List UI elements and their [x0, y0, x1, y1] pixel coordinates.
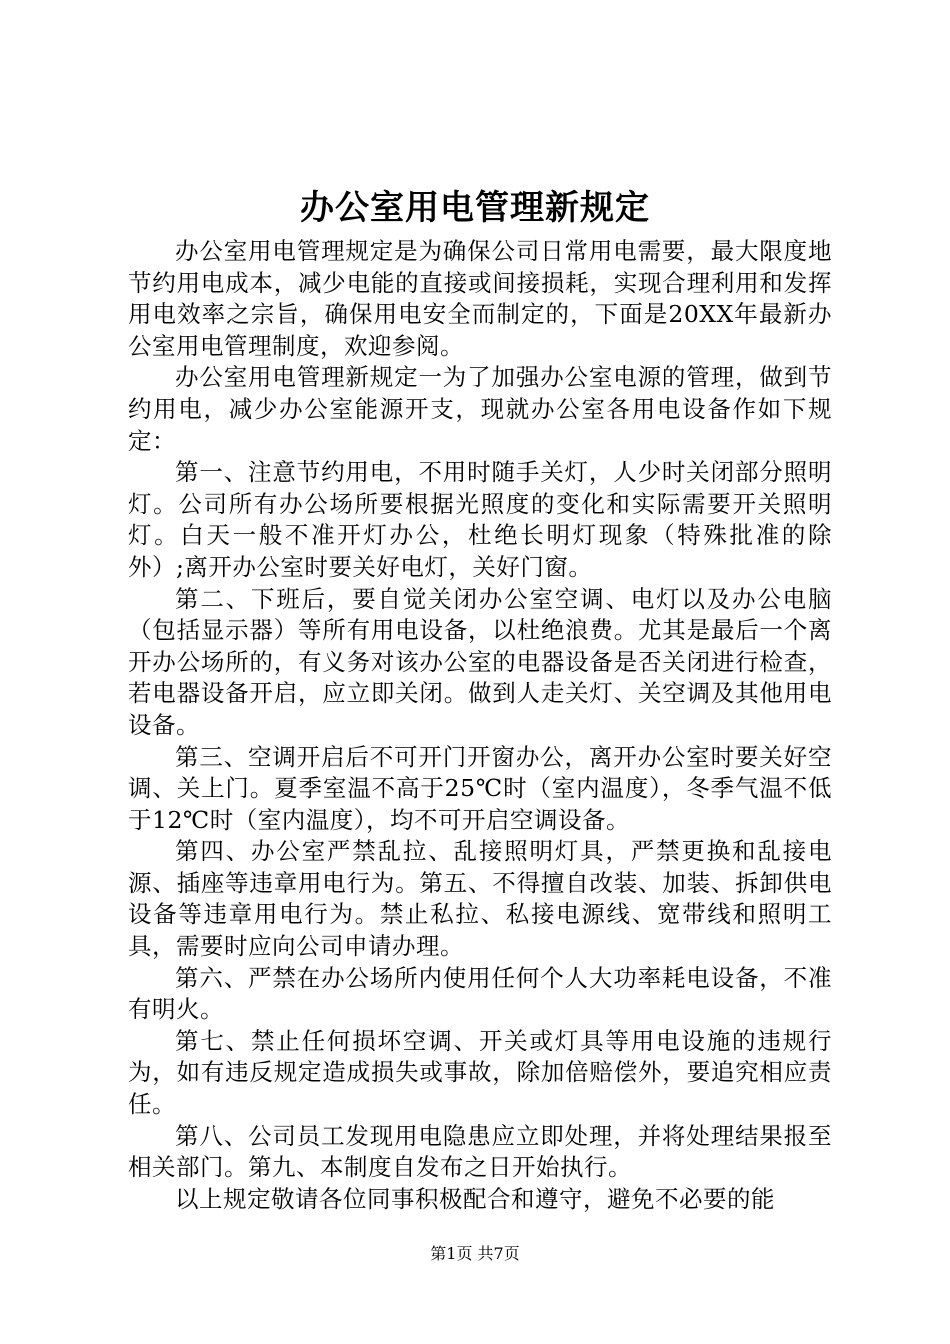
paragraph-rule-2: 第二、下班后，要自觉关闭办公室空调、电灯以及办公电脑（包括显示器）等所有用电设备，以杜绝浪费。尤其是最后一个离开办公场所的，有义务对该办公室的电器设备是否关闭进行检查，若电器设备开启，应立即关闭。做到人走关灯、关空调及其他用电设备。: [128, 584, 832, 739]
page-footer: 第1页 共7页: [430, 1244, 520, 1263]
paragraph-rule-3: 第三、空调开启后不可开门开窗办公，离开办公室时要关好空调、关上门。夏季室温不高于25℃时（室内温度），冬季气温不低于12℃时（室内温度），均不可开启空调设备。: [128, 742, 832, 834]
paragraph-rule-1: 第一、注意节约用电，不用时随手关灯，人少时关闭部分照明灯。公司所有办公场所要根据光照度的变化和实际需要开关照明灯。白天一般不准开灯办公，杜绝长明灯现象（特殊批准的除外）;离开办公室时要关好电灯，关好门窗。: [128, 458, 832, 581]
paragraph-rule-4-5: 第四、办公室严禁乱拉、乱接照明灯具，严禁更换和乱接电源、插座等违章用电行为。第五、不得擅自改装、加装、拆卸供电设备等违章用电行为。禁止私拉、私接电源线、宽带线和照明工具，需要时应向公司申请办理。: [128, 837, 832, 961]
document-body: [128, 236, 832, 1215]
paragraph-rule-7: 第七、禁止任何损坏空调、开关或灯具等用电设施的违规行为，如有违反规定造成损失或事故，除加倍赔偿外，要追究相应责任。: [128, 1026, 832, 1119]
paragraph-rule-6: 第六、严禁在办公场所内使用任何个人大功率耗电设备，不准有明火。: [128, 963, 832, 1024]
paragraph-closing: 以上规定敬请各位同事积极配合和遵守，避免不必要的能: [175, 1184, 775, 1213]
paragraph-preamble: 办公室用电管理新规定一为了加强办公室电源的管理，做到节约用电，减少办公室能源开支，现就办公室各用电设备作如下规定：: [128, 363, 832, 455]
paragraph-intro: 办公室用电管理规定是为确保公司日常用电需要，最大限度地节约用电成本，减少电能的直接或间接损耗，实现合理利用和发挥用电效率之宗旨，确保用电安全而制定的，下面是20XX年最新办公室用电管理制度，欢迎参阅。: [128, 237, 832, 360]
document-title: 办公室用电管理新规定: [300, 188, 650, 228]
paragraph-rule-8-9: 第八、公司员工发现用电隐患应立即处理，并将处理结果报至相关部门。第九、本制度自发布之日开始执行。: [128, 1121, 832, 1182]
